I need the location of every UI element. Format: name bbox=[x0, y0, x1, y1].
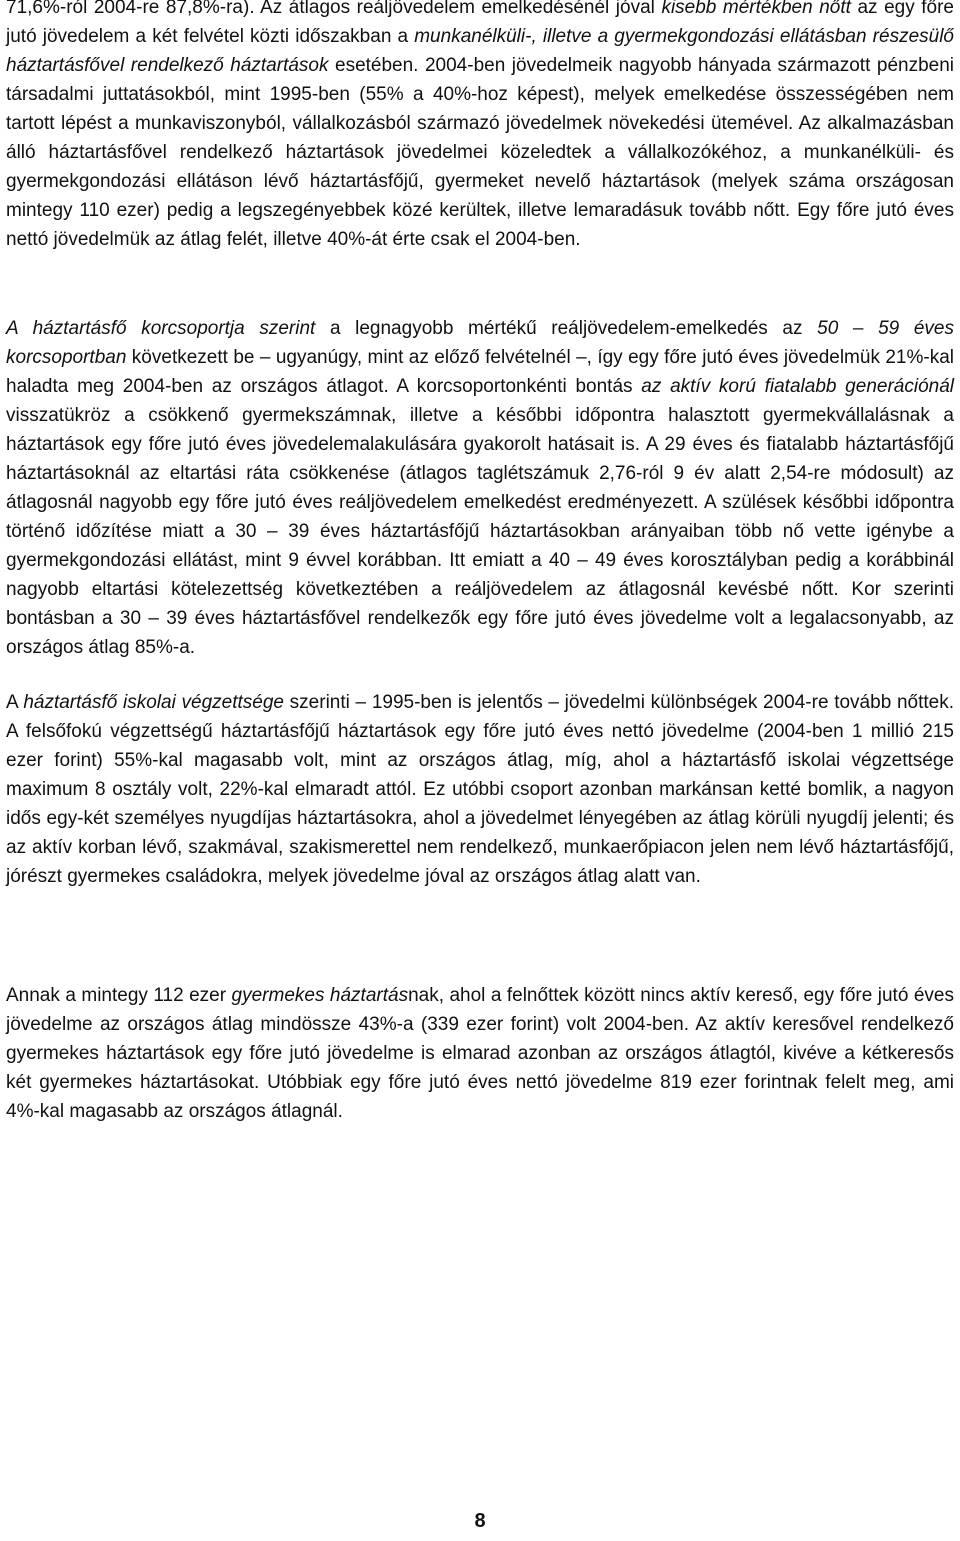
text-run: a legnagyobb mértékű reáljövedelem-emelkedés az bbox=[315, 318, 818, 339]
text-run: szerinti – 1995-ben is jelentős – jövedelmi különbségek 2004-re tovább nőttek. A felsőfokú végzettségű háztartásfőjű háztartások egy főre jutó éves nettó jövedelme (2004-ben 1 millió 215 ezer forint) 55%-kal magasabb volt, mint az országos átlag, míg, ahol a háztartásfő iskolai végzettsége maximum 8 osztály volt, 22%-kal elmaradt attól. Ez utóbbi csoport azonban markánsan ketté bomlik, a nagyon idős egy-két személyes nyugdíjas háztartásokra, ahol a jövedelmet lényegében az átlag körüli nyugdíj jelenti; és az aktív korban lévő, szakmával, szakismerettel nem rendelkező, munkaerőpiacon jelen nem lévő háztartásfőjű, jórészt gyermekes családokra, melyek jövedelme jóval az országos átlag alatt van. bbox=[6, 692, 954, 887]
text-run: következett be – ugyanúgy, mint az előző felvételnél –, így egy főre jutó éves jövedelmük 21%-kal haladta meg 2004-ben az országos átlagot. A korcsoportonkénti bontás bbox=[6, 347, 954, 397]
text-run: esetében. 2004-ben jövedelmeik nagyobb hányada származott pénzbeni társadalmi juttatásokból, mint 1995-ben (55% a 40%-hoz képest), melyek emelkedése összességében nem tartott lépést a munkaviszonyból, vállalkozásból származó jövedelmek növekedési ütemével. Az alkalmazásban álló háztartásfővel rendelkező háztartások jövedelmei közeledtek a vállalkozókéhoz, a munkanélküli- és gyermekgondozási ellátáson lévő háztartásfőjű, gyermeket nevelő háztartások (melyek száma országosan mintegy 110 ezer) pedig a legszegényebbek közé kerültek, illetve lemaradásuk tovább nőtt. Egy főre jutó éves nettó jövedelmük az átlag felét, illetve 40%-át érte csak el 2004-ben. bbox=[6, 55, 954, 250]
text-run: 71,6%-ról 2004-re 87,8%-ra). Az átlagos reáljövedelem emelkedésénél jóval bbox=[6, 0, 662, 18]
text-run: A bbox=[6, 692, 24, 713]
paragraph-education bbox=[6, 688, 954, 891]
paragraph-households-with-children bbox=[6, 981, 954, 1126]
text-run: visszatükröz a csökkenő gyermekszámnak, illetve a későbbi időpontra halasztott gyermekvállalásnak a háztartások egy főre jutó éves jövedelemalakulására gyakorolt hatásait is. A 29 éves és fiatalabb háztartásfőjű háztartásoknál az eltartási ráta csökkenése (átlagos taglétszámuk 2,76-ról 9 év alatt 2,54-re módosult) az átlagosnál nagyobb egy főre jutó éves reáljövedelem emelkedést eredményezett. A szülések későbbi időpontra történő időzítése miatt a 30 – 39 éves háztartásfőjű háztartásokban arányaiban több nő vette igénybe a gyermekgondozási ellátást, mint 9 évvel korábban. Itt emiatt a 40 – 49 éves korosztályban pedig a korábbinál nagyobb eltartási kötelezettség következtében a reáljövedelem az átlagosnál kevésbé nőtt. Kor szerinti bontásban a 30 – 39 éves háztartásfővel rendelkezők egy főre jutó éves jövedelme volt a legalacsonyabb, az országos átlag 85%-a. bbox=[6, 405, 954, 658]
page-number: 8 bbox=[474, 1510, 486, 1532]
text-run: nak, ahol a felnőttek között nincs aktív kereső, egy főre jutó éves jövedelme az országos átlag mindössze 43%-a (339 ezer forint) volt 2004-ben. Az aktív keresővel rendelkező gyermekes háztartások egy főre jutó jövedelme is elmarad azonban az országos átlagtól, kivéve a kétkeresős két gyermekes háztartásokat. Utóbbiak egy főre jutó éves nettó jövedelme 819 ezer forintnak felelt meg, ami 4%-kal magasabb az országos átlagnál. bbox=[6, 985, 954, 1122]
text-run-italic: gyermekes háztartás bbox=[231, 985, 409, 1006]
text-run-italic: az aktív korú fiatalabb generációnál bbox=[641, 376, 954, 397]
text-run: az egy főre jutó jövedelem a két felvétel közti időszakban a bbox=[6, 0, 954, 47]
text-run-italic: 50 – 59 éves korcsoportban bbox=[6, 318, 954, 368]
paragraph-age-group bbox=[6, 314, 954, 662]
text-run-italic: háztartásfő iskolai végzettsége bbox=[23, 692, 284, 713]
text-run: Annak a mintegy 112 ezer bbox=[6, 985, 232, 1006]
paragraph-income-by-benefit bbox=[6, 0, 954, 254]
text-run-italic: A háztartásfő korcsoportja szerint bbox=[6, 318, 316, 339]
text-run-italic: kisebb mértékben nőtt bbox=[661, 0, 851, 18]
text-run-italic: munkanélküli-, illetve a gyermekgondozási ellátásban részesülő háztartásfővel rendelkező háztartások bbox=[6, 26, 954, 76]
